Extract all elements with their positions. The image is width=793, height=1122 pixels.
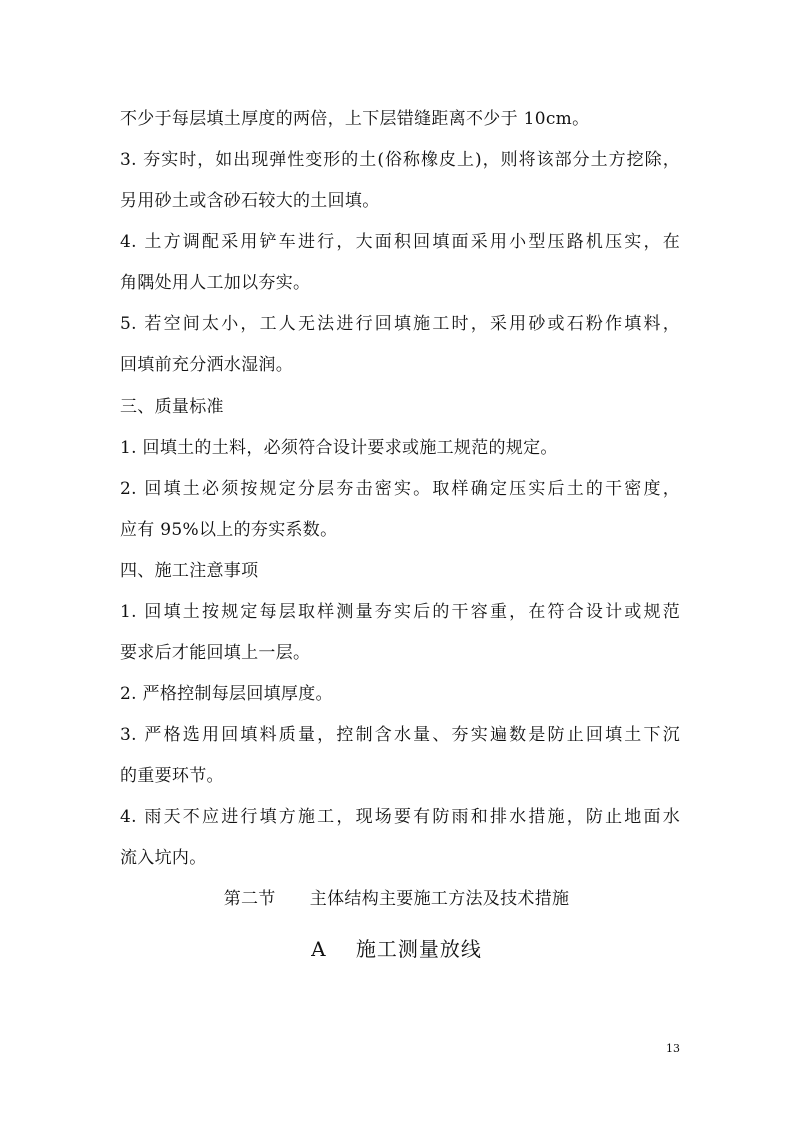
section-heading-quality-standards: 三、质量标准: [120, 397, 224, 417]
paragraph-line-16: 3. 严格选用回填料质量，控制含水量、夯实遍数是防止回填土下沉: [120, 725, 680, 745]
page-number: 13: [666, 1042, 680, 1055]
paragraph-line-1: 不少于每层填土厚度的两倍，上下层错缝距离不少于 10cm。: [120, 109, 590, 129]
paragraph-line-10: 2. 回填土必须按规定分层夯击密实。取样确定压实后土的干密度，: [120, 479, 680, 499]
paragraph-line-13: 1. 回填土按规定每层取样测量夯实后的干容重，在符合设计或规范: [120, 602, 680, 622]
paragraph-line-11: 应有 95%以上的夯实系数。: [120, 520, 338, 540]
paragraph-line-4: 4. 土方调配采用铲车进行，大面积回填面采用小型压路机压实，在: [120, 232, 680, 252]
paragraph-line-15: 2. 严格控制每层回填厚度。: [120, 684, 333, 704]
chapter-section-heading: 第二节 主体结构主要施工方法及技术措施: [223, 889, 570, 909]
section-heading-construction-notes: 四、施工注意事项: [120, 561, 259, 581]
paragraph-line-7: 回填前充分洒水湿润。: [120, 355, 293, 375]
paragraph-line-14: 要求后才能回填上一层。: [120, 643, 311, 663]
paragraph-line-19: 流入坑内。: [120, 848, 207, 868]
paragraph-line-17: 的重要环节。: [120, 766, 224, 786]
paragraph-line-18: 4. 雨天不应进行填方施工，现场要有防雨和排水措施，防止地面水: [120, 807, 680, 827]
paragraph-line-3: 另用砂土或含砂石较大的土回填。: [120, 191, 380, 211]
paragraph-line-9: 1. 回填土的土料，必须符合设计要求或施工规范的规定。: [120, 438, 558, 458]
sub-section-heading: A 施工测量放线: [311, 937, 482, 961]
paragraph-line-6: 5. 若空间太小，工人无法进行回填施工时，采用砂或石粉作填料，: [120, 314, 680, 334]
paragraph-line-5: 角隅处用人工加以夯实。: [120, 273, 311, 293]
paragraph-line-2: 3. 夯实时，如出现弹性变形的土(俗称橡皮上)，则将该部分土方挖除，: [120, 150, 680, 170]
